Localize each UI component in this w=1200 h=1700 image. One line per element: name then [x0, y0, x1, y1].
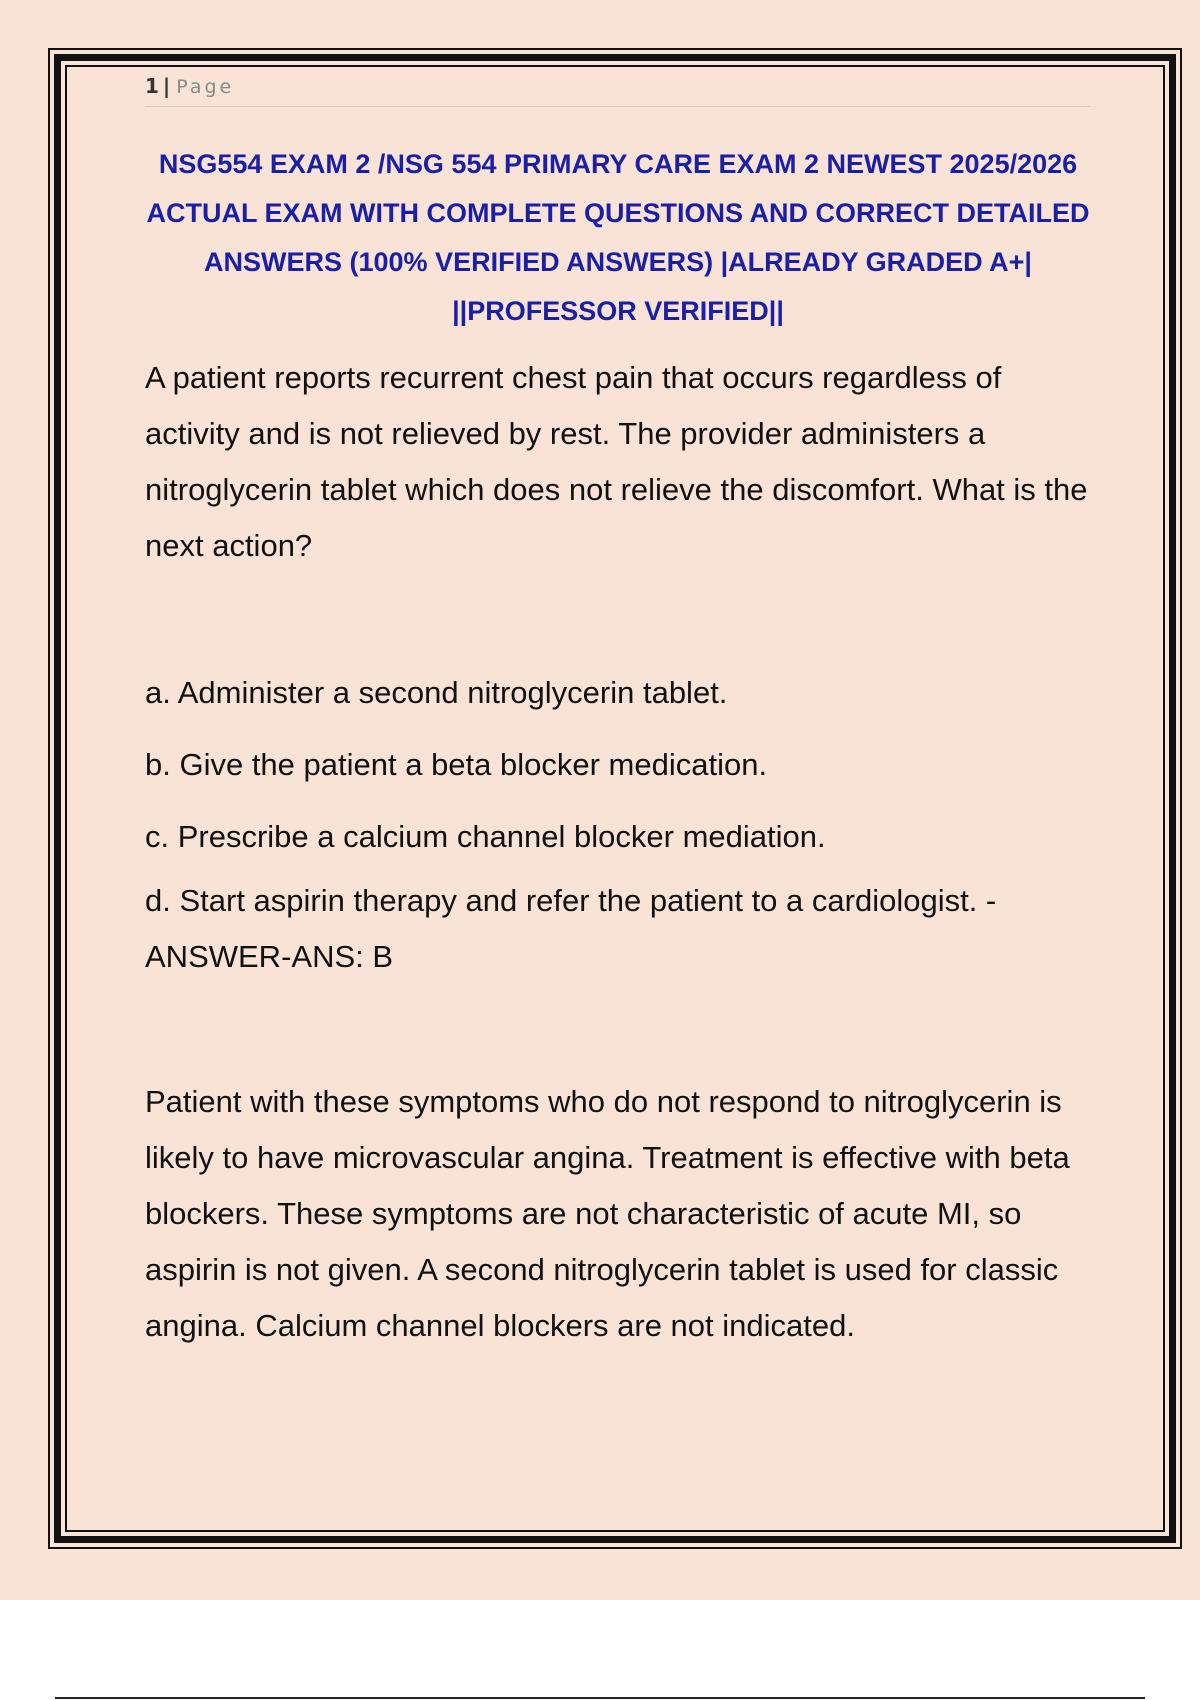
document-title: NSG554 EXAM 2 /NSG 554 PRIMARY CARE EXAM 2 NEWEST 2025/2026 ACTUAL EXAM WITH COMPLETE QUESTIONS AND CORRECT DETAILED ANSWERS (100% VERIFIED ANSWERS) |ALREADY GRADED A+| ||PROFESSOR VERIFIED|| — [146, 149, 1090, 326]
footer-divider — [55, 1697, 1145, 1699]
answer-explanation: Patient with these symptoms who do not respond to nitroglycerin is likely to have microvascular angina. Treatment is effective with beta blockers. These symptoms are not characteristic of acute MI, so aspirin is not given. A second nitroglycerin tablet is used for classic angina. Calcium channel blockers are not indicated. — [145, 1084, 1070, 1343]
option-b: b. Give the patient a beta blocker medication. — [145, 747, 768, 782]
answer-key: ANSWER-ANS: B — [145, 939, 394, 974]
option-c: c. Prescribe a calcium channel blocker mediation. — [145, 819, 826, 854]
page-number-separator: | — [162, 74, 171, 98]
option-d: d. Start aspirin therapy and refer the patient to a cardiologist. - — [145, 883, 997, 918]
option-a: a. Administer a second nitroglycerin tablet. — [145, 675, 728, 710]
question-text: A patient reports recurrent chest pain that occurs regardless of activity and is not relieved by rest. The provider administers a nitroglycerin tablet which does not relieve the discomfort. What is the next action? — [145, 360, 1088, 563]
page-number-label: Page — [176, 76, 235, 98]
page-number — [145, 74, 234, 98]
header-divider — [145, 106, 1091, 107]
answer-options — [145, 665, 1095, 881]
page-number-value: 1 — [145, 74, 159, 98]
option-d-and-answer — [145, 873, 1095, 985]
